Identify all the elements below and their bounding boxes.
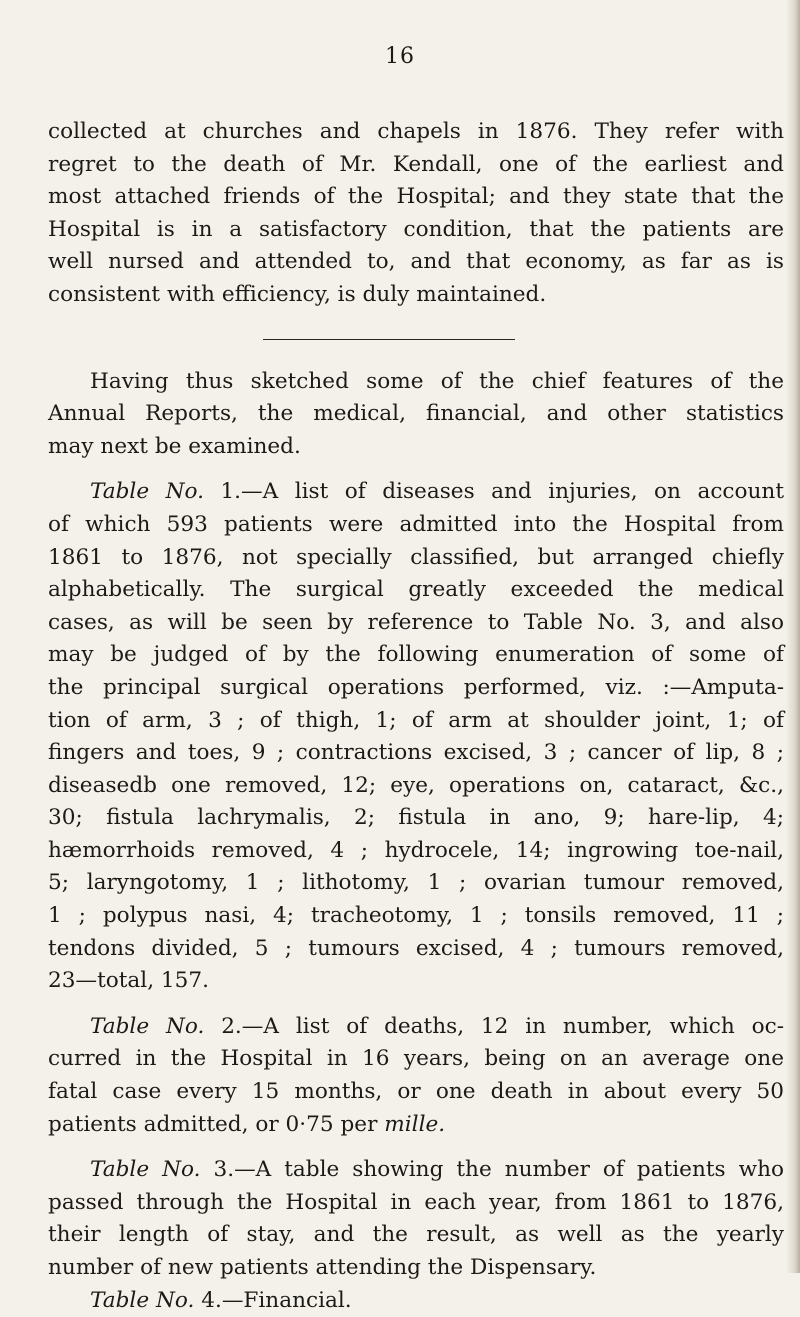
- text-line: the principal surgical operations performed, viz. :—Amputa-: [48, 674, 784, 700]
- text-line: Table No. 4.—Financial.: [90, 1287, 352, 1313]
- text-line: tendons divided, 5 ; tumours excised, 4 ; tumours removed,: [48, 935, 784, 961]
- text-line: Having thus sketched some of the chief features of the: [90, 368, 784, 394]
- text-line: Table No. 2.—A list of deaths, 12 in number, which oc-: [90, 1013, 784, 1039]
- text-line: may next be examined.: [48, 433, 301, 459]
- text-line: 23—total, 157.: [48, 968, 210, 994]
- text-line: 30; fistula lachrymalis, 2; fistula in ano, 9; hare-lip, 4;: [48, 805, 784, 831]
- paragraph-table-3: [48, 1154, 784, 1284]
- table-reference: Table No.: [90, 1157, 201, 1183]
- text-line: most attached friends of the Hospital; and they state that the: [48, 184, 784, 210]
- table-reference: Table No.: [90, 1287, 195, 1313]
- text-line: curred in the Hospital in 16 years, being on an average one: [48, 1046, 784, 1072]
- text-line: 5; laryngotomy, 1 ; lithotomy, 1 ; ovarian tumour removed,: [48, 870, 784, 896]
- text-line: Annual Reports, the medical, financial, and other statistics: [48, 401, 784, 427]
- text-line: cases, as will be seen by reference to Table No. 3, and also: [48, 609, 784, 635]
- text-line: well nursed and attended to, and that economy, as far as is: [48, 249, 784, 275]
- text-line: of which 593 patients were admitted into the Hospital from: [48, 511, 784, 537]
- page-edge-shadow: [786, 0, 800, 1273]
- text-line: 1861 to 1876, not specially classified, but arranged chiefly: [48, 544, 784, 570]
- text-line: may be judged of by the following enumeration of some of: [48, 642, 784, 668]
- paragraph-table-1: [48, 476, 784, 998]
- text-line: Table No. 1.—A list of diseases and injuries, on account: [90, 479, 784, 505]
- text-line: passed through the Hospital in each year, from 1861 to 1876,: [48, 1189, 784, 1215]
- body-text: [48, 116, 784, 1317]
- text-line: 1 ; polypus nasi, 4; tracheotomy, 1 ; tonsils removed, 11 ;: [48, 903, 784, 929]
- table-reference: Table No.: [90, 1013, 205, 1039]
- text-line: collected at churches and chapels in 1876. They refer with: [48, 119, 784, 144]
- text-line: their length of stay, and the result, as well as the yearly: [48, 1222, 784, 1248]
- paragraph-table-2: [48, 1011, 784, 1141]
- table-reference: Table No.: [90, 479, 204, 505]
- page-number: 16: [385, 44, 415, 69]
- text-line: Hospital is in a satisfactory condition, that the patients are: [48, 216, 784, 242]
- section-divider: [263, 339, 515, 340]
- text-line: Table No. 3.—A table showing the number of patients who: [90, 1157, 785, 1183]
- text-line: number of new patients attending the Dispensary.: [48, 1255, 597, 1280]
- paragraph-continuation: [48, 116, 784, 312]
- text-line: hæmorrhoids removed, 4 ; hydrocele, 14; ingrowing toe-nail,: [48, 837, 784, 863]
- text-line: consistent with efficiency, is duly maintained.: [48, 281, 547, 307]
- text-line: diseasedb one removed, 12; eye, operations on, cataract, &c.,: [48, 772, 784, 798]
- paragraph-statistics-intro: [48, 366, 784, 464]
- text-line: regret to the death of Mr. Kendall, one of the earliest and: [48, 151, 784, 177]
- text-line: fingers and toes, 9 ; contractions excised, 3 ; cancer of lip, 8 ;: [48, 740, 784, 766]
- text-line: alphabetically. The surgical greatly exceeded the medical: [48, 577, 784, 603]
- text-line: tion of arm, 3 ; of thigh, 1; of arm at shoulder joint, 1; of: [48, 707, 784, 733]
- text-line: fatal case every 15 months, or one death in about every 50: [48, 1079, 784, 1105]
- paragraph-table-4: [48, 1285, 784, 1317]
- text-line: patients admitted, or 0·75 per mille.: [48, 1111, 446, 1137]
